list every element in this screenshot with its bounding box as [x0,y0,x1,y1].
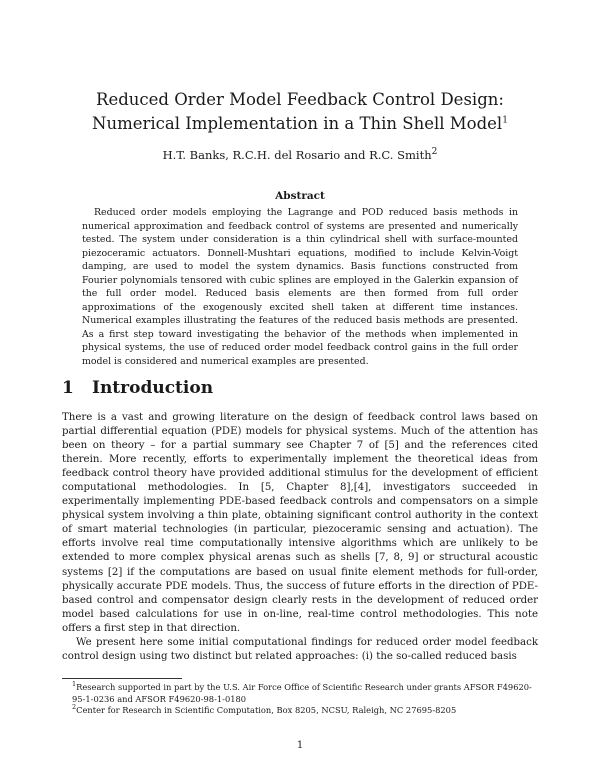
title-line-2 [60,112,540,136]
intro-paragraph-2: We present here some initial computational findings for reduced order model feedback control design using two distinct but related approaches: (i) the so-called reduced basis [62,636,538,662]
title-footnote-mark: 1 [502,115,508,126]
introduction-body [62,411,538,664]
footnote-2 [62,705,538,717]
authors-text: H.T. Banks, R.C.H. del Rosario and R.C. Smith [162,148,432,162]
authors-footnote-mark: 2 [431,147,438,158]
title-line-1: Reduced Order Model Feedback Control Design: [96,90,504,109]
section-number: 1 [62,378,74,398]
footnote-2-mark: 2 [72,703,77,712]
abstract-text: Reduced order models employing the Lagrange and POD reduced basis methods in numerical approximation and feedback control of systems are presented and numerically tested. The system under consideration is a thin cylindrical shell with surface-mounted piezoceramic actuators. Donnell-Mushtari equations, modified to include Kelvin-Voigt damping, are used to model the system dynamics. Basis functions constructed from Fourier polynomials tensored with cubic splines are employed in the Galerkin expansion of the full order model. Reduced basis elements are then formed from full order approximations of the exogenously excited shell taken at different time instances. Numerical examples illustrating the features of the reduced basis methods are presented. As a first step toward investigating the behavior of the methods when implemented in physical systems, the use of reduced order model feedback control gains in the full order model is considered and numerical examples are presented. [82,207,518,367]
section-title: Introduction [92,378,214,398]
footnote-1-text: Research supported in part by the U.S. Air Force Office of Scientific Research under grants AFSOR F49620-95-1-0236 and AFSOR F49620-98-1-0180 [72,682,532,704]
footnote-rule [62,678,182,679]
footnote-1 [62,682,538,705]
footnote-1-mark: 1 [72,680,77,689]
footnote-2-text: Center for Research in Scientific Computation, Box 8205, NCSU, Raleigh, NC 27695-8205 [76,705,457,715]
title-line-2-text: Numerical Implementation in a Thin Shell Model [92,114,503,133]
abstract-heading: Abstract [275,190,325,202]
section-heading [62,378,213,398]
footnotes [62,682,538,717]
author-list [60,148,540,162]
intro-paragraph-1: There is a vast and growing literature on the design of feedback control laws based on partial differential equation (PDE) models for physical systems. Much of the attention has been on theory – for a partial summary see Chapter 7 of [5] and the references cited therein. More recently, efforts to experimentally implement the theoretical ideas from feedback control theory have provided additional stimulus for the development of efficient computational methodologies. In [5, Chapter 8],[4], investigators succeeded in experimentally implementing PDE-based feedback controls and compensators on a simple physical system involving a thin plate, obtaining significant control authority in the context of smart material technologies (in particular, piezoceramic sensing and actuation). The efforts involve real time computationally intensive algorithms which are unlikely to be extended to more complex physical arenas such as shells [7, 8, 9] or structural acoustic systems [2] if the computations are based on usual finite element methods for full-order, physically accurate PDE models. Thus, the success of future efforts in the direction of PDE-based control and compensator design clearly rests in the development of reduced order model based calculations for use in on-line, real-time control methodologies. This note offers a first step in that direction. [62,412,538,634]
paper-title [60,88,540,136]
page-number: 1 [296,740,304,751]
